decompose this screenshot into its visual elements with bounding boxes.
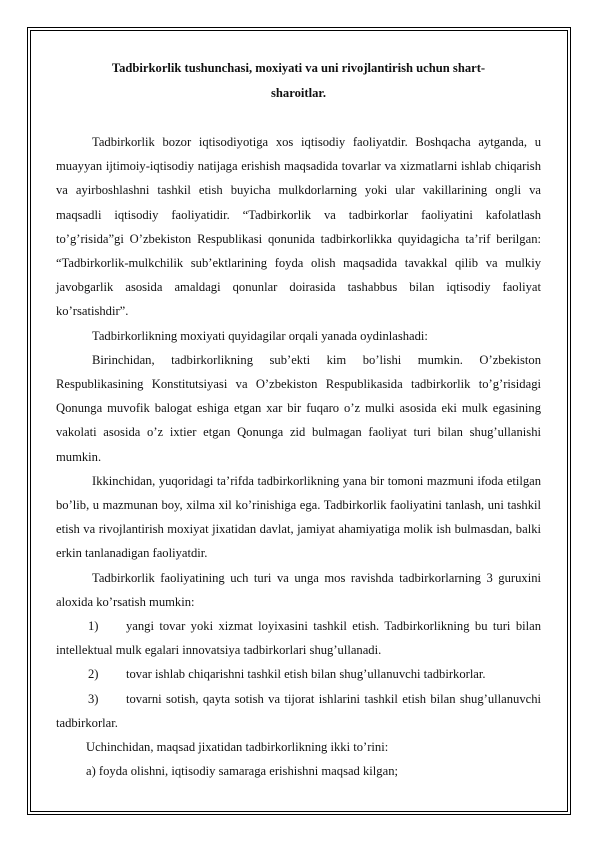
list-text-2: tovar ishlab chiqarishni tashkil etish bilan shug’ullanuvchi tadbirkorlar. (126, 667, 486, 682)
paragraph-second: Ikkinchidan, yuqoridagi ta’rifda tadbirkorlikning yana bir tomoni mazmuni ifoda etilgan bo’lib, u mazmunan boy, xilma xil ko’rinishiga ega. Tadbirkorlik faoliyatini tanlash, uni tashkil etish va rivojlantirish moxiyat jixatidan davlat, jamiyat ahamiyatiga molik ish bulmasdan, balki erkin tanlanadigan faoliyatdir. (56, 473, 541, 561)
paragraph-essence-intro: Tadbirkorlikning moxiyati quyidagilar orqali yanada oydinlashadi: (92, 328, 428, 343)
list-item-3 (56, 687, 541, 735)
document-title: Tadbirkorlik tushunchasi, moxiyati va uni rivojlantirish uchun shart-sharoitlar. (111, 61, 486, 100)
list-text-1: yangi tovar yoki xizmat loyixasini tashkil etish. Tadbirkorlikning bu turi bilan intellektual mulk egalari innovatsiya tadbirkorlari shug’ullanadi. (56, 619, 541, 658)
paragraph-first: Birinchidan, tadbirkorlikning sub’ekti kim bo’lishi mumkin. O’zbekiston Respublikasining Konstitutsiyasi va O’zbekiston Respublikasida tadbirkorlik to’g’risidagi Qonunga muvofik balogat eshiga etgan xar bir fuqaro o’z mulki asosida eki mulk egasining vakolati asosida o’z ixtier etgan Qonunga zid bulmagan faoliyat turi bilan shug’ullanishi mumkin. (56, 352, 541, 464)
paragraph-types-intro: Tadbirkorlik faoliyatining uch turi va unga mos ravishda tadbirkorlarning 3 guruxini aloxida ko’rsatish mumkin: (56, 570, 541, 609)
list-text-3: tovarni sotish, qayta sotish va tijorat ishlarini tashkil etish bilan shug’ullanuvchi tadbirkorlar. (56, 691, 541, 730)
list-number-2: 2) (88, 667, 99, 682)
list-number-3: 3) (88, 691, 99, 706)
list-item-2 (56, 662, 541, 686)
paragraph-third: Uchinchidan, maqsad jixatidan tadbirkorlikning ikki to’rini: (86, 740, 389, 755)
list-item-1 (56, 614, 541, 662)
paragraph-definition: Tadbirkorlik bozor iqtisodiyotiga xos iqtisodiy faoliyatdir. Boshqacha aytganda, u muayyan ijtimoiy-iqtisodiy natijaga erishish maqsadida tovarlar va xizmatlarni ishlab chiqarish va ayirboshlashni tashkil etish buyicha mulkdorlarning yoki ular vakillarining ongli va maqsadli iqtisodiy faoliyatidir. “Tadbirkorlik va tadbirkorlar faoliyatini kafolatlash to’g’risida”gi O’zbekiston Respublikasi qonunida tadbirkorlikka quyidagicha ta’rif berilgan: “Tadbirkorlik-mulkchilik sub’ektlarining foyda olish maqsadida tavakkal qilib va mulkiy javobgarlik asosida amaldagi qonunlar doirasida tashabbus bilan iqtisodiy faoliyat ko’rsatishdir”. (56, 135, 541, 319)
paragraph-goal-a: a) foyda olishni, iqtisodiy samaraga erishishni maqsad kilgan; (86, 764, 398, 779)
list-number-1: 1) (88, 619, 99, 634)
document-body (56, 56, 541, 783)
